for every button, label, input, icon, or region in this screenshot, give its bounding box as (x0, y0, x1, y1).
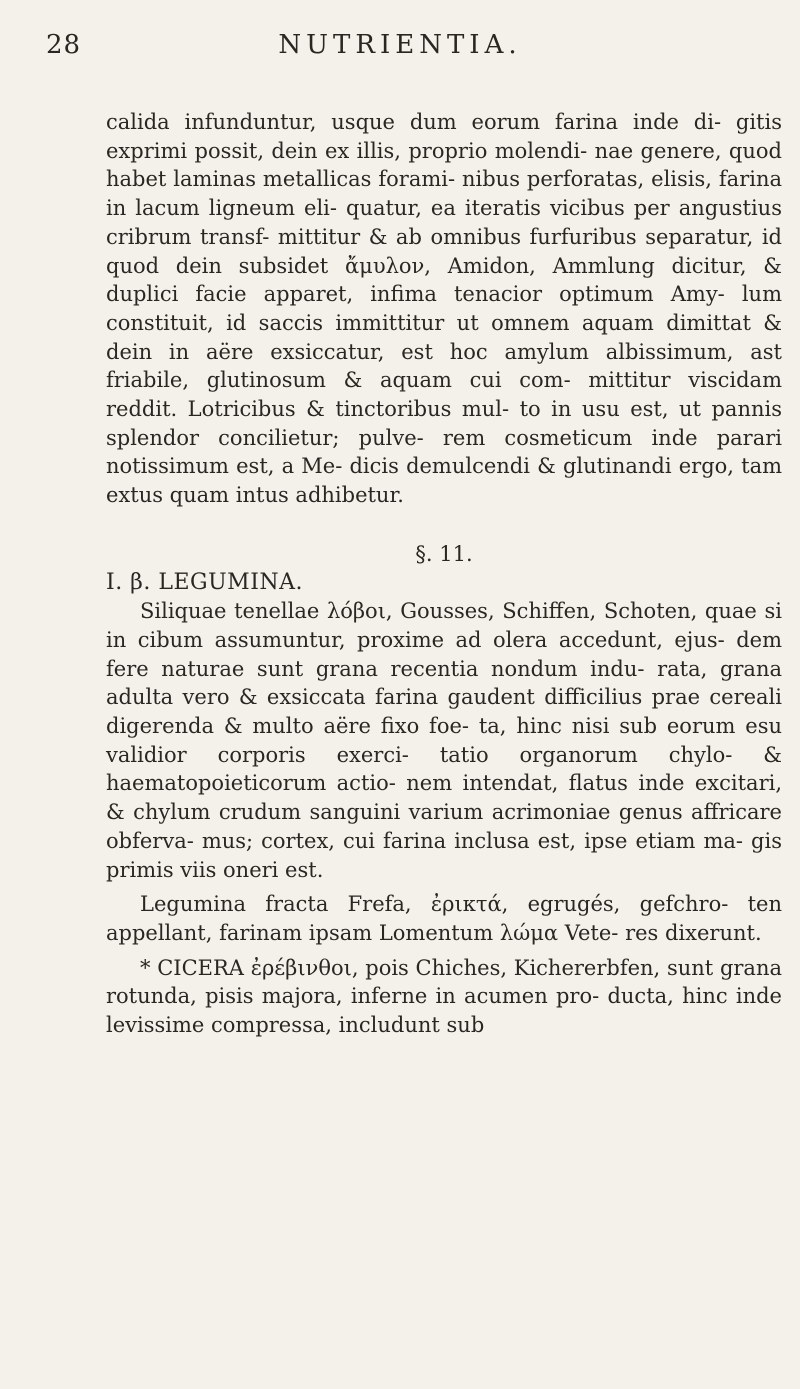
paragraph: calida infunduntur, usque dum eorum farina inde di- gitis exprimi possit, dein ex illis, proprio molendi- nae genere, quod habet laminas metallicas forami- nibus perforatas, elisis, farina in lacum ligneum eli- quatur, ea iteratis vicibus per angustius cribrum transf- mittitur & ab omnibus furfuribus separatur, id quod dein subsidet ἄμυλον, Amidon, Ammlung dicitur, & duplici facie apparet, infima tenacior optimum Amy- lum constituit, id saccis immittitur ut omnem aquam dimittat & dein in aëre exsiccatur, est hoc amylum albissimum, ast friabile, glutinosum & aquam cui com- mittitur viscidam reddit. Lotricibus & tinctoribus mul- to in usu est, ut pannis splendor concilietur; pulve- rem cosmeticum inde parari notissimum est, a Me- dicis demulcendi & glutinandi ergo, tam extus quam intus adhibetur. (106, 110, 782, 508)
page-number: 28 (46, 30, 82, 60)
section-heading: I. β. LEGUMINA. (106, 569, 304, 595)
page-header (0, 30, 800, 70)
paragraph: Legumina fracta Frefa, ἐρικτά, egrugés, gefchro- ten appellant, farinam ipsam Lomentum λώμα Vete- res dixerunt. (106, 892, 782, 945)
body-text (106, 108, 782, 1040)
running-title: NUTRIENTIA. (278, 30, 522, 60)
paragraph: * CICERA ἐρέβινθοι, pois Chiches, Kichererbfen, sunt grana rotunda, pisis majora, inferne in acumen pro- ducta, hinc inde levissime compressa, includunt sub (106, 955, 782, 1038)
section-mark: §. 11. (415, 541, 473, 566)
paragraph: Siliquae tenellae λόβοι, Gousses, Schiffen, Schoten, quae si in cibum assumuntur, proxime ad olera accedunt, ejus- dem fere naturae sunt grana recentia nondum indu- rata, grana adulta vero & exsiccata farina gaudent difficilius prae cereali digerenda & multo aëre fixo foe- ta, hinc nisi sub eorum esu validior corporis exerci- tatio organorum chylo- & haematopoieticorum actio- nem intendat, flatus inde excitari, & chylum crudum sanguini varium acrimoniae genus affricare obferva- mus; cortex, cui farina inclusa est, ipse etiam ma- gis primis viis oneri est. (106, 599, 782, 882)
